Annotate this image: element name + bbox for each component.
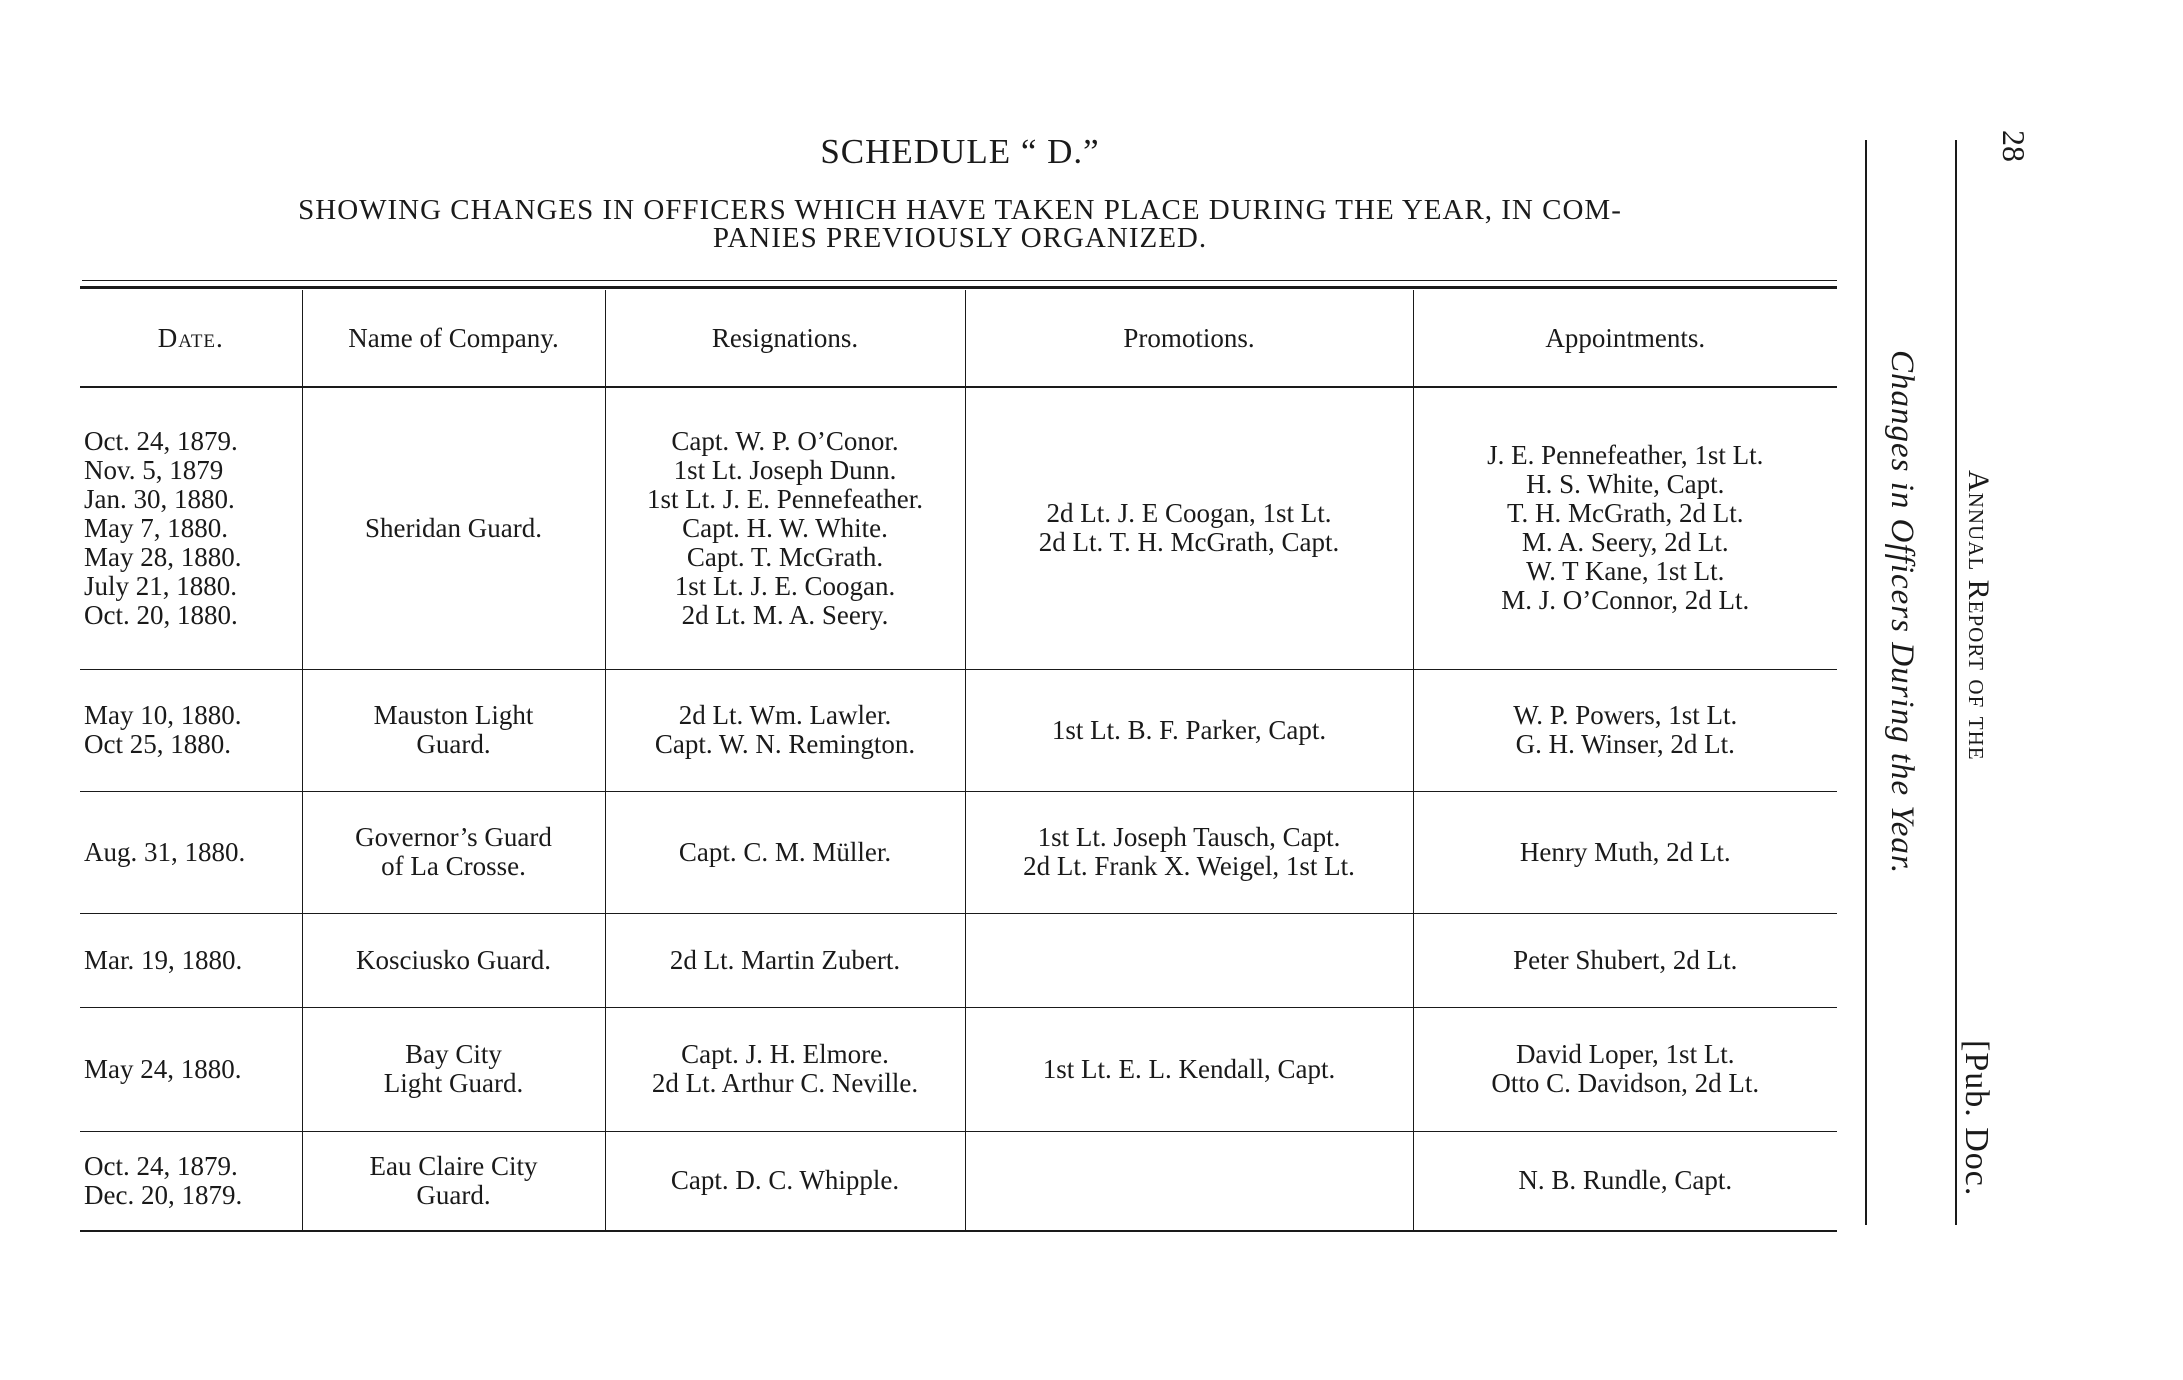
date-line: July 21, 1880. — [84, 570, 238, 601]
appointment-line: W. T Kane, 1st Lt. — [1526, 556, 1725, 587]
company-line: Bay City — [405, 1039, 502, 1069]
resignation-line: Capt. J. H. Elmore. — [681, 1039, 889, 1069]
resignation-line: 2d Lt. M. A. Seery. — [681, 599, 889, 630]
company-line: of La Crosse. — [381, 851, 526, 881]
cell-promotions — [965, 387, 1413, 669]
resignation-line: Capt. C. M. Müller. — [678, 836, 892, 867]
resignation-line: Capt. W. N. Remington. — [654, 729, 916, 759]
resignation-line: 1st Lt. J. E. Pennefeather. — [647, 483, 923, 514]
cell-appointments — [1413, 1131, 1837, 1231]
resignation-line: 2d Lt. Arthur C. Neville. — [651, 1068, 919, 1098]
cell-promotions — [965, 1007, 1413, 1131]
company-line: Kosciusko Guard. — [356, 944, 551, 975]
cell-resignations — [605, 387, 965, 669]
cell-promotions — [965, 791, 1413, 913]
date-line: Mar. 19, 1880. — [84, 944, 243, 975]
date-line: Oct. 24, 1879. — [84, 425, 238, 456]
appointment-line: M. J. O’Connor, 2d Lt. — [1501, 585, 1750, 616]
promotion-line: 1st Lt. Joseph Tausch, Capt. — [1037, 822, 1341, 852]
appointment-line: W. P. Powers, 1st Lt. — [1513, 700, 1738, 730]
cell-appointments — [1413, 669, 1837, 791]
margin-rule-inner — [1865, 140, 1867, 1225]
appointment-line: Henry Muth, 2d Lt. — [1519, 836, 1731, 867]
table-row — [80, 387, 1837, 669]
cell-resignations — [605, 791, 965, 913]
cell-resignations — [605, 669, 965, 791]
cell-appointments — [1413, 1007, 1837, 1131]
cell-promotions — [965, 669, 1413, 791]
cell-company — [302, 669, 605, 791]
promotion-line: 1st Lt. B. F. Parker, Capt. — [1051, 714, 1327, 745]
appointment-line: H. S. White, Capt. — [1526, 469, 1725, 500]
cell-resignations — [605, 1007, 965, 1131]
column-header-appointments: Appointments. — [1413, 290, 1837, 387]
schedule-title: SCHEDULE “ D.” — [820, 132, 1100, 171]
date-line: Oct. 24, 1879. — [84, 1150, 238, 1181]
promotion-line: 2d Lt. J. E Coogan, 1st Lt. — [1046, 498, 1332, 529]
appointment-line: N. B. Rundle, Capt. — [1518, 1165, 1733, 1196]
table-header-row — [80, 290, 1837, 387]
resignation-line: Capt. T. McGrath. — [686, 541, 884, 572]
table-row — [80, 913, 1837, 1007]
date-line: May 24, 1880. — [84, 1053, 242, 1084]
running-head-pub-doc: [Pub. Doc. — [1958, 1040, 1995, 1197]
company-line: Sheridan Guard. — [365, 512, 542, 543]
date-line: Dec. 20, 1879. — [84, 1179, 243, 1210]
promotion-line: 2d Lt. T. H. McGrath, Capt. — [1038, 527, 1340, 558]
cell-company — [302, 1131, 605, 1231]
margin-rule-outer — [1955, 140, 1957, 1225]
appointment-line: David Loper, 1st Lt. — [1515, 1039, 1735, 1069]
cell-date — [80, 791, 302, 913]
resignation-line: Capt. H. W. White. — [682, 512, 888, 543]
cell-appointments — [1413, 387, 1837, 669]
company-line: Light Guard. — [383, 1068, 524, 1098]
cell-company — [302, 387, 605, 669]
date-line: Nov. 5, 1879 — [84, 454, 224, 485]
schedule-subtitle-line-1: SHOWING CHANGES IN OFFICERS WHICH HAVE TAKEN PLACE DURING THE YEAR, IN COM- — [298, 194, 1622, 226]
cell-date — [80, 913, 302, 1007]
schedule-subtitle-line-2: PANIES PREVIOUSLY ORGANIZED. — [712, 222, 1208, 254]
resignation-line: Capt. W. P. O’Conor. — [671, 425, 899, 456]
cell-date — [80, 1007, 302, 1131]
cell-date — [80, 669, 302, 791]
resignation-line: 2d Lt. Wm. Lawler. — [678, 700, 892, 730]
appointment-line: M. A. Seery, 2d Lt. — [1521, 527, 1729, 558]
date-line: May 28, 1880. — [84, 541, 242, 572]
resignation-line: Capt. D. C. Whipple. — [670, 1165, 900, 1196]
appointment-line: Peter Shubert, 2d Lt. — [1513, 944, 1738, 975]
company-line: Guard. — [416, 1179, 491, 1210]
resignation-line: 1st Lt. Joseph Dunn. — [673, 454, 897, 485]
resignation-line: 2d Lt. Martin Zubert. — [669, 944, 901, 975]
cell-company — [302, 1007, 605, 1131]
table-row — [80, 791, 1837, 913]
cell-resignations — [605, 1131, 965, 1231]
company-line: Eau Claire City — [369, 1150, 538, 1181]
appointment-line: J. E. Pennefeather, 1st Lt. — [1487, 440, 1764, 471]
running-head — [1958, 470, 1995, 1197]
officer-changes-table — [80, 290, 1837, 1232]
table-body — [80, 387, 1837, 1231]
table-row — [80, 1131, 1837, 1231]
table-row — [80, 669, 1837, 791]
date-line: Oct. 20, 1880. — [84, 599, 238, 630]
column-header-company: Name of Company. — [302, 290, 605, 387]
top-rule-thin — [82, 280, 1837, 281]
company-line: Mauston Light — [373, 700, 534, 730]
promotion-line: 2d Lt. Frank X. Weigel, 1st Lt. — [1023, 851, 1355, 881]
company-line: Governor’s Guard — [355, 822, 552, 852]
column-header-resignations: Resignations. — [605, 290, 965, 387]
cell-appointments — [1413, 791, 1837, 913]
cell-promotions — [965, 913, 1413, 1007]
side-caption: Changes in Officers During the Year. — [1884, 350, 1920, 875]
cell-date — [80, 387, 302, 669]
cell-company — [302, 791, 605, 913]
running-head-title: Annual Report of the — [1962, 470, 1995, 761]
company-line: Guard. — [416, 729, 491, 759]
cell-resignations — [605, 913, 965, 1007]
cell-appointments — [1413, 913, 1837, 1007]
column-header-date: Date. — [80, 290, 302, 387]
date-line: Oct 25, 1880. — [84, 729, 231, 759]
cell-company — [302, 913, 605, 1007]
cell-date — [80, 1131, 302, 1231]
table-row — [80, 1007, 1837, 1131]
promotion-line: 1st Lt. E. L. Kendall, Capt. — [1042, 1053, 1336, 1084]
resignation-line: 1st Lt. J. E. Coogan. — [674, 570, 896, 601]
cell-promotions — [965, 1131, 1413, 1231]
date-line: May 7, 1880. — [84, 512, 228, 543]
appointment-line: G. H. Winser, 2d Lt. — [1515, 729, 1735, 759]
date-line: Jan. 30, 1880. — [84, 483, 235, 514]
appointment-line: Otto C. Davidson, 2d Lt. — [1491, 1068, 1760, 1098]
column-header-promotions: Promotions. — [965, 290, 1413, 387]
date-line: May 10, 1880. — [84, 700, 242, 730]
date-line: Aug. 31, 1880. — [84, 836, 246, 867]
page-number: 28 — [1996, 130, 2032, 162]
top-rule-thick — [80, 286, 1837, 289]
appointment-line: T. H. McGrath, 2d Lt. — [1507, 498, 1744, 529]
